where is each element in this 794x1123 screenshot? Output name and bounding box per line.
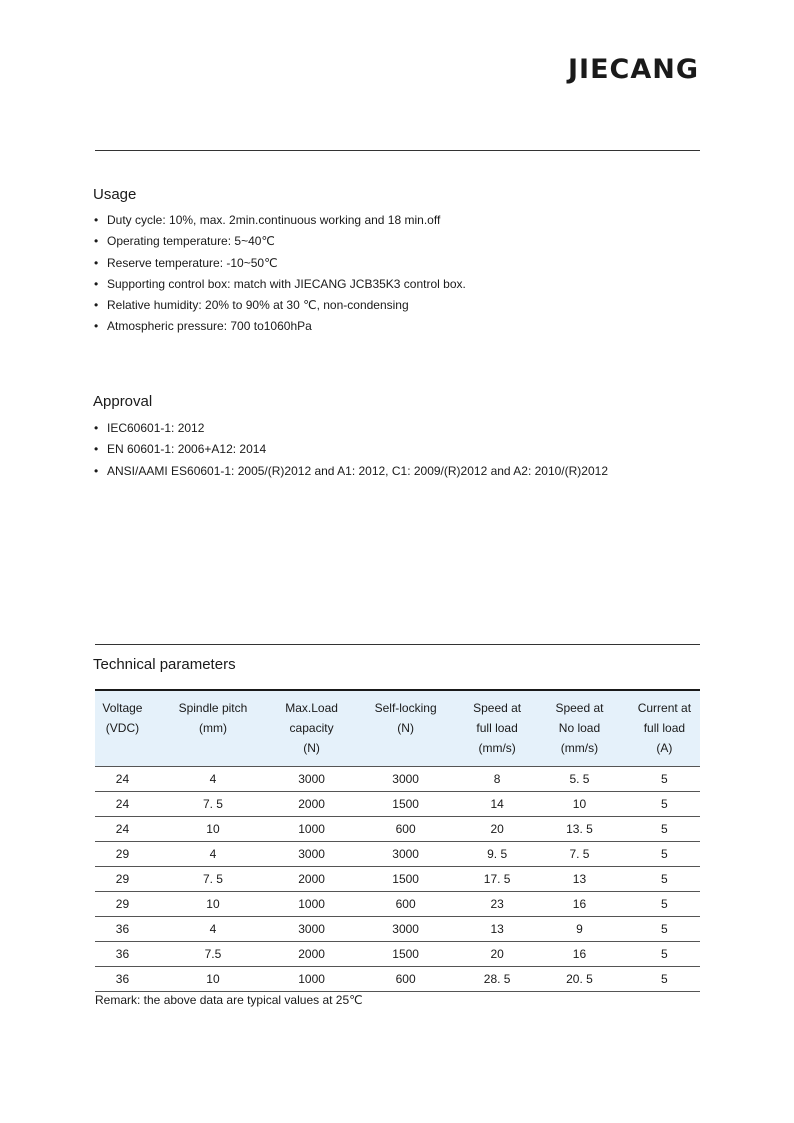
table-cell: 13 — [572, 872, 587, 886]
table-cell: 9. 5 — [487, 847, 508, 861]
table-cell: 24 — [115, 797, 130, 811]
table-cell: 20 — [490, 947, 504, 961]
table-cell: 600 — [395, 822, 416, 836]
table-cell: 20. 5 — [566, 972, 593, 986]
list-item: • Operating temperature: 5~40℃ — [94, 234, 466, 255]
table-cell: 3000 — [298, 922, 325, 936]
table-cell: 7. 5 — [202, 797, 223, 811]
table-cell: 3000 — [392, 772, 419, 786]
list-item: • Duty cycle: 10%, max. 2min.continuous working and 18 min.off — [94, 213, 466, 234]
list-item: • Atmospheric pressure: 700 to1060hPa — [94, 319, 466, 340]
table-header-row — [95, 690, 700, 767]
table-cell: 3000 — [392, 847, 419, 861]
table-cell: 600 — [395, 897, 416, 911]
table-cell: 2000 — [298, 797, 325, 811]
top-divider — [95, 150, 700, 151]
table-cell: 24 — [115, 772, 130, 786]
column-header: Self-locking (N) — [374, 701, 437, 735]
approval-title: Approval — [93, 393, 153, 410]
table-cell: 7. 5 — [202, 872, 223, 886]
table-cell: 600 — [395, 972, 416, 986]
list-item: • IEC60601-1: 2012 — [94, 421, 608, 442]
list-item: • Supporting control box: match with JIECANG JCB35K3 control box. — [94, 277, 466, 298]
remark-note: Remark: the above data are typical values at 25℃ — [95, 993, 363, 1007]
table-cell: 4 — [209, 922, 217, 936]
table-row — [95, 792, 700, 817]
table-row — [95, 842, 700, 867]
table-cell: 5 — [661, 897, 668, 911]
table-cell: 4 — [209, 847, 217, 861]
table-cell: 29 — [115, 872, 130, 886]
table-cell: 28. 5 — [483, 972, 511, 986]
table-cell: 10 — [206, 822, 220, 836]
column-header: Current at full load (A) — [637, 701, 692, 755]
table-cell: 5 — [661, 847, 668, 861]
table-cell: 7. 5 — [569, 847, 590, 861]
table-cell: 17. 5 — [483, 872, 511, 886]
table-row — [95, 892, 700, 917]
table-cell: 10 — [206, 972, 220, 986]
list-item: • Relative humidity: 20% to 90% at 30 ℃, non-condensing — [94, 298, 466, 319]
table-cell: 4 — [209, 772, 217, 786]
table-cell: 1500 — [392, 872, 419, 886]
table-cell: 1000 — [298, 822, 325, 836]
list-item: • EN 60601-1: 2006+A12: 2014 — [94, 442, 608, 463]
column-header: Spindle pitch (mm) — [178, 701, 248, 735]
table-cell: 3000 — [298, 772, 325, 786]
column-header: Speed at full load (mm/s) — [473, 701, 522, 755]
table-cell: 16 — [572, 897, 587, 911]
table-cell: 5 — [661, 947, 668, 961]
table-cell: 23 — [490, 897, 504, 911]
table-row — [95, 967, 700, 992]
table-cell: 7.5 — [204, 947, 222, 961]
approval-list — [94, 421, 608, 485]
table-cell: 14 — [490, 797, 504, 811]
table-cell: 1500 — [392, 797, 419, 811]
table-cell: 3000 — [298, 847, 325, 861]
table-row — [95, 942, 700, 967]
table-cell: 5. 5 — [569, 772, 590, 786]
table-row — [95, 767, 700, 792]
table-row — [95, 817, 700, 842]
table-cell: 36 — [115, 972, 130, 986]
technical-parameters-table — [95, 689, 700, 992]
list-item: • ANSI/AAMI ES60601-1: 2005/(R)2012 and A1: 2012, C1: 2009/(R)2012 and A2: 2010/(R)2012 — [94, 464, 608, 485]
table-cell: 2000 — [298, 872, 325, 886]
table-cell: 20 — [490, 822, 504, 836]
table-cell: 29 — [115, 847, 130, 861]
table-cell: 10 — [206, 897, 220, 911]
table-cell: 5 — [661, 972, 668, 986]
table-cell: 3000 — [392, 922, 419, 936]
table-cell: 29 — [115, 897, 130, 911]
technical-title: Technical parameters — [93, 656, 236, 673]
usage-list — [94, 213, 466, 341]
table-row — [95, 867, 700, 892]
table-cell: 13 — [490, 922, 504, 936]
table-cell: 1000 — [298, 972, 325, 986]
table-cell: 1500 — [392, 947, 419, 961]
table-cell: 1000 — [298, 897, 325, 911]
column-header: Voltage (VDC) — [102, 701, 143, 735]
table-cell: 5 — [661, 822, 668, 836]
column-header: Speed at No load (mm/s) — [555, 701, 604, 755]
table-cell: 5 — [661, 772, 668, 786]
table-cell: 36 — [115, 947, 130, 961]
table-cell: 5 — [661, 922, 668, 936]
brand-logo: JIECANG — [567, 54, 699, 85]
table-cell: 13. 5 — [566, 822, 593, 836]
table-cell: 36 — [115, 922, 130, 936]
table-cell: 16 — [572, 947, 587, 961]
table-cell: 9 — [576, 922, 583, 936]
column-header: Max.Load capacity (N) — [285, 701, 338, 755]
table-cell: 5 — [661, 797, 668, 811]
table-cell: 8 — [493, 772, 501, 786]
table-cell: 5 — [661, 872, 668, 886]
list-item: • Reserve temperature: -10~50℃ — [94, 256, 466, 277]
table-cell: 2000 — [298, 947, 325, 961]
usage-title: Usage — [93, 186, 137, 203]
table-row — [95, 917, 700, 942]
table-cell: 10 — [572, 797, 587, 811]
table-cell: 24 — [115, 822, 130, 836]
technical-divider — [95, 644, 700, 645]
